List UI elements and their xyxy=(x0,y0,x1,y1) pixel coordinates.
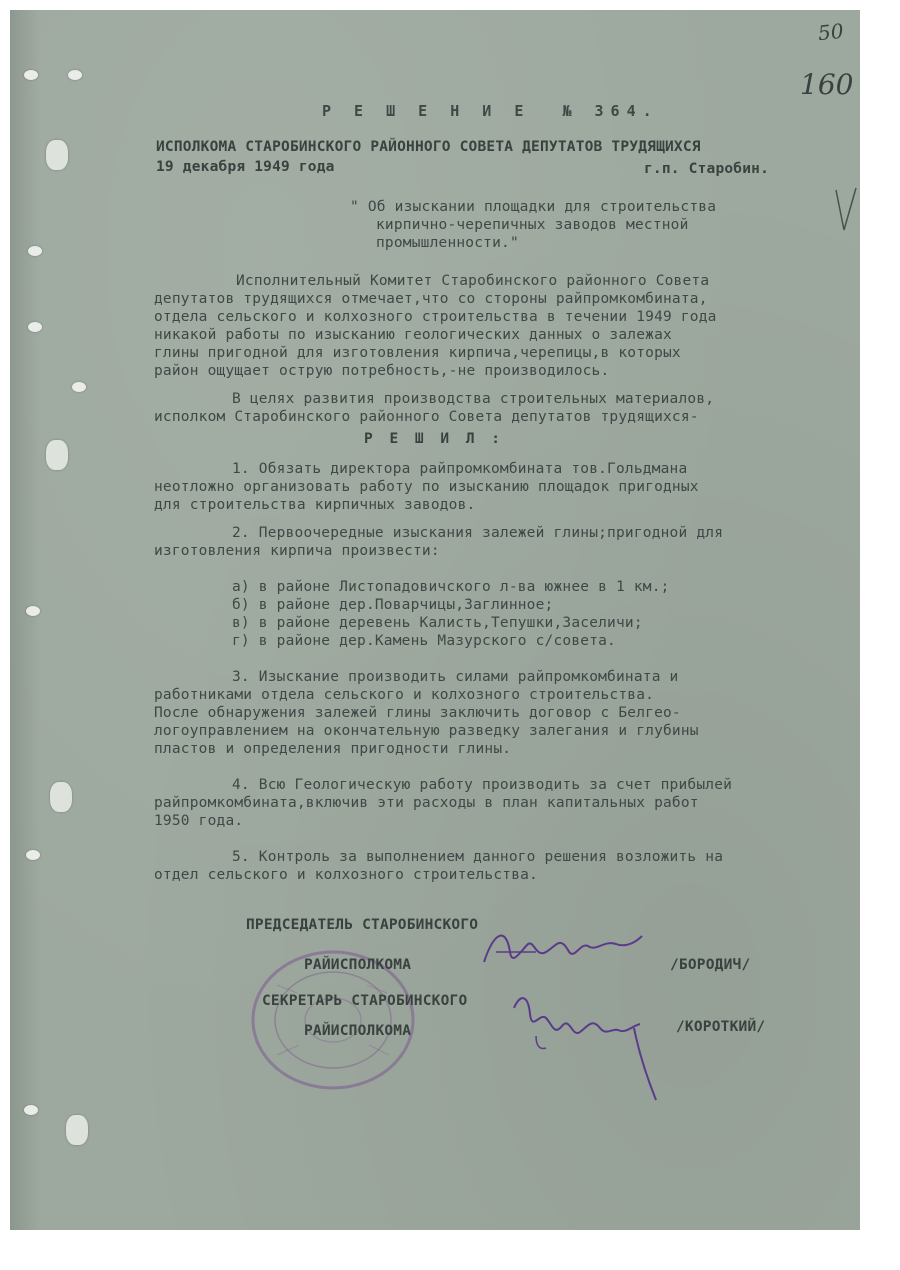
check-mark-icon xyxy=(834,186,860,236)
secretary-signature xyxy=(506,988,666,1108)
item-1-line: 1. Обязать директора райпромкомбината тов.Гольдмана xyxy=(232,461,688,477)
subject-line: промышленности." xyxy=(376,235,519,251)
subject-line: " Об изыскании площадки для строительства xyxy=(350,199,717,215)
intro-line: глины пригодной для изготовления кирпича,черепицы,в которых xyxy=(154,345,681,361)
intro-line: район ощущает острую потребность,-не производилось. xyxy=(154,363,610,379)
binder-hole xyxy=(46,140,68,170)
issuing-body: ИСПОЛКОМА СТАРОБИНСКОГО РАЙОННОГО СОВЕТА ДЕПУТАТОВ ТРУДЯЩИХСЯ xyxy=(156,139,701,155)
binding-shadow xyxy=(10,10,40,1230)
item-3-line: После обнаружения залежей глины заключить договор с Белгео- xyxy=(154,705,681,721)
binder-hole xyxy=(26,606,40,616)
item-1-line: для строительства кирпичных заводов. xyxy=(154,497,476,513)
item-3-line: пластов и определения пригодности глины. xyxy=(154,741,512,757)
chair-name: /БОРОДИЧ/ xyxy=(670,957,751,973)
intro-line: Исполнительный Комитет Старобинского районного Совета xyxy=(236,273,710,289)
binder-hole xyxy=(26,850,40,860)
intro-line: депутатов трудящихся отмечает,что со стороны райпромкомбината, xyxy=(154,291,708,307)
binder-hole xyxy=(46,440,68,470)
item-2-line: изготовления кирпича произвести: xyxy=(154,543,440,559)
binder-hole xyxy=(68,70,82,80)
item-4-line: 4. Всю Геологическую работу производить за счет прибылей xyxy=(232,777,733,793)
item-2-line: 2. Первоочередные изыскания залежей глины;пригодной для xyxy=(232,525,724,541)
binder-hole xyxy=(24,1105,38,1115)
secretary-name: /КОРОТКИЙ/ xyxy=(676,1019,766,1035)
intro-line: никакой работы по изысканию геологических данных о залежах xyxy=(154,327,672,343)
secretary-title-line: РАЙИСПОЛКОМА xyxy=(304,1023,412,1039)
item-3-line: работниками отдела сельского и колхозного строительства. xyxy=(154,687,655,703)
document-title: Р Е Ш Е Н И Е № 364. xyxy=(322,102,659,120)
binder-hole xyxy=(28,246,42,256)
item-4-line: райпромкомбината,включив эти расходы в план капитальных работ xyxy=(154,795,699,811)
item-2-list-entry: б) в районе дер.Поварчицы,Заглинное; xyxy=(232,597,554,613)
secretary-title-line: СЕКРЕТАРЬ СТАРОБИНСКОГО xyxy=(262,993,468,1009)
item-4-line: 1950 года. xyxy=(154,813,244,829)
item-2-list-entry: г) в районе дер.Камень Мазурского с/совета. xyxy=(232,633,616,649)
preamble-line: исполком Старобинского районного Совета депутатов трудящихся- xyxy=(154,409,699,425)
item-3-line: 3. Изыскание производить силами райпромкомбината и xyxy=(232,669,679,685)
item-1-line: неотложно организовать работу по изысканию площадок пригодных xyxy=(154,479,699,495)
item-5-line: 5. Контроль за выполнением данного решения возложить на xyxy=(232,849,724,865)
item-5-line: отдел сельского и колхозного строительства. xyxy=(154,867,538,883)
binder-hole xyxy=(28,322,42,332)
resolved-heading: Р Е Ш И Л : xyxy=(364,431,505,447)
archive-mark: 50 xyxy=(816,18,845,46)
item-2-list-entry: а) в районе Листопадовичского л-ва южнее в 1 км.; xyxy=(232,579,670,595)
binder-hole xyxy=(72,382,86,392)
item-3-line: логоуправлением на окончательную разведку залегания и глубины xyxy=(154,723,699,739)
binder-hole xyxy=(50,782,72,812)
chair-title-line: РАЙИСПОЛКОМА xyxy=(304,957,412,973)
subject-line: кирпично-черепичных заводов местной xyxy=(376,217,689,233)
chair-title-line: ПРЕДСЕДАТЕЛЬ СТАРОБИНСКОГО xyxy=(246,917,479,933)
document-place: г.п. Старобин. xyxy=(644,161,770,177)
binder-hole xyxy=(24,70,38,80)
item-2-list-entry: в) в районе деревень Калисть,Тепушки,Заселичи; xyxy=(232,615,643,631)
intro-line: отдела сельского и колхозного строительства в течении 1949 года xyxy=(154,309,717,325)
binder-hole xyxy=(66,1115,88,1145)
preamble-line: В целях развития производства строительных материалов, xyxy=(232,391,715,407)
document-date: 19 декабря 1949 года xyxy=(156,159,335,175)
page-number: 160 xyxy=(800,68,854,101)
chair-signature xyxy=(476,922,646,978)
document-page xyxy=(10,10,860,1230)
